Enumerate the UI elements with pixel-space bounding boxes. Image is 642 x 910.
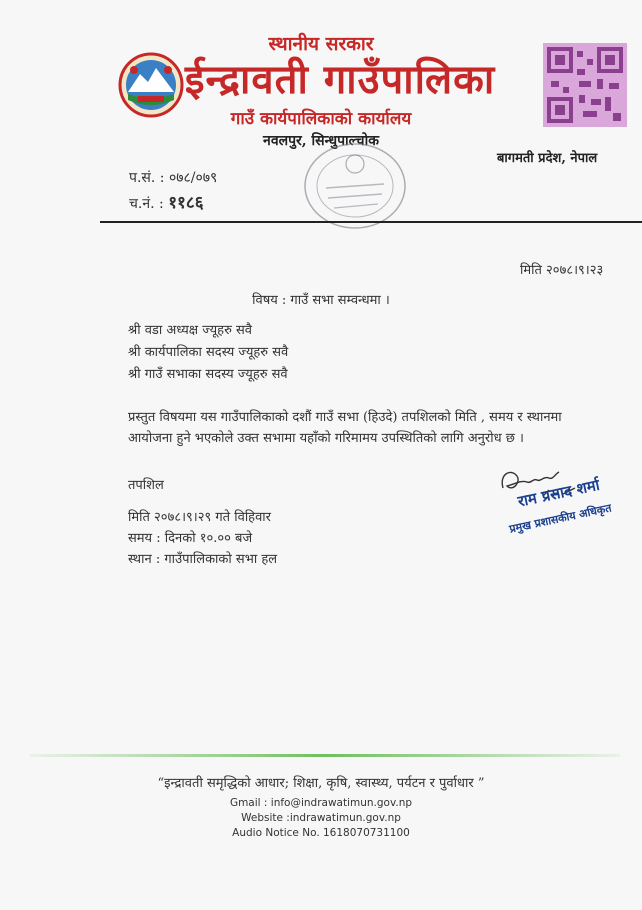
recipient-line: श्री वडा अध्यक्ष ज्यूहरु सवै xyxy=(128,323,253,338)
letter-body-line: प्रस्तुत विषयमा यस गाउँपालिकाको दशौं गाउँ सभा (हिउदे) तपशिलको मिति , समय र स्थानमा xyxy=(128,410,562,425)
cn-label: च.नं. : xyxy=(129,196,164,212)
municipality-name: ईन्द्रावती गाउँपालिका xyxy=(184,56,496,103)
letter-body xyxy=(128,407,642,449)
details-heading: तपशिल xyxy=(128,478,164,493)
recipient-line: श्री कार्यपालिका सदस्य ज्यूहरु सवै xyxy=(128,345,289,360)
detail-line: मिति २०७८।९।२९ गते विहिवार xyxy=(128,510,271,525)
office-address: नवलपुर, सिन्धुपाल्चोक xyxy=(263,133,379,149)
recipient-line: श्री गाउँ सभाका सदस्य ज्यूहरु सवै xyxy=(128,367,288,382)
cn-value: ११८६ xyxy=(168,193,204,213)
signatory-name: राम प्रसाद शर्मा xyxy=(516,475,602,511)
detail-line: स्थान : गाउँपालिकाको सभा हल xyxy=(128,552,278,567)
footer-audio-notice: Audio Notice No. 1618070731100 xyxy=(232,827,410,839)
footer-motto: “इन्द्रावती समृद्धिको आधार; शिक्षा, कृषि, स्वास्थ्य, पर्यटन र पुर्वाधार ” xyxy=(157,776,485,791)
office-name: गाउँ कार्यपालिकाको कार्यालय xyxy=(230,109,412,129)
letter-subject: विषय : गाउँ सभा सम्वन्धमा । xyxy=(252,293,390,308)
qr-code xyxy=(543,43,627,127)
detail-line: समय : दिनको १०.०० बजे xyxy=(128,531,253,546)
cn-number xyxy=(129,190,204,213)
footer-gmail: Gmail : info@indrawatimun.gov.np xyxy=(229,797,413,809)
letter-body-line: आयोजना हुने भएकोले उक्त सभामा यहाँको गरिमामय उपस्थितिको लागि अनुरोध छ । xyxy=(128,431,524,446)
footer-website: Website :indrawatimun.gov.np xyxy=(241,812,401,824)
province-label: बागमती प्रदेश, नेपाल xyxy=(497,151,598,166)
ps-value: ०७८/०७९ xyxy=(168,170,218,186)
letter-date: मिति २०७८।९।२३ xyxy=(520,263,604,278)
header-divider xyxy=(100,221,642,223)
footer-divider xyxy=(30,754,620,757)
header-top-line: स्थानीय सरकार xyxy=(268,33,374,55)
signatory-title: प्रमुख प्रशासकीय अधिकृत xyxy=(508,501,613,536)
ps-label: प.सं. : xyxy=(129,170,165,186)
ps-number xyxy=(129,168,217,187)
